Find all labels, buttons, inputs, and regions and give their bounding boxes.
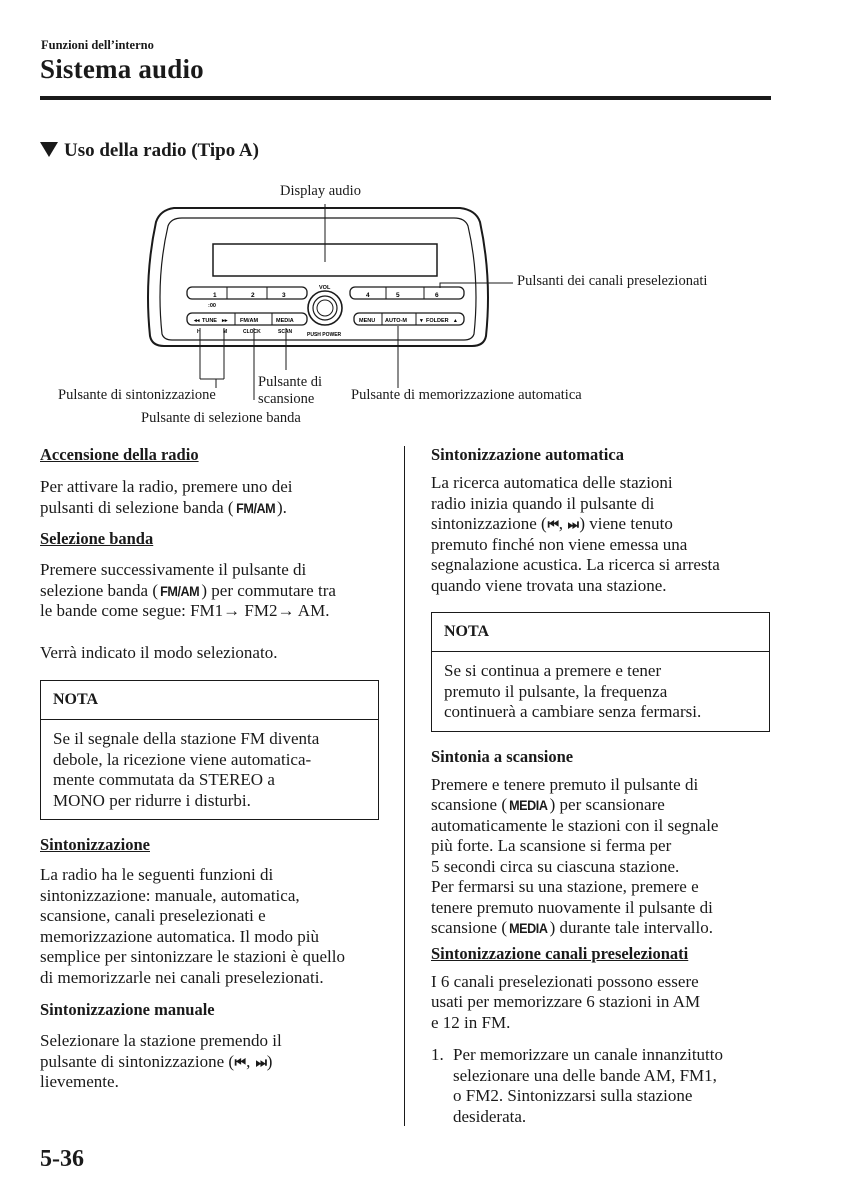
heading-selezione-banda: Selezione banda — [40, 529, 154, 548]
para-canali-preselezionati: I 6 canali preselezionati possono essere usati per memorizzare 6 stazioni in AM e 12 in FM. — [431, 971, 701, 1032]
preset-1-label: 1 — [213, 292, 217, 299]
para-modo-selezionato: Verrà indicato il modo selezionato. — [40, 642, 278, 662]
menu-label: MENU — [359, 318, 376, 324]
heading-sintonia-scansione: Sintonia a scansione — [431, 746, 574, 766]
h-label: H — [197, 329, 201, 335]
para-sintonizzazione-manuale: Selezionare la stazione premendo il pulsante di sintonizzazione (⏮, ⏭) lievemente. — [40, 1031, 282, 1091]
heading-canali-preselezionati: Sintonizzazione canali preselezionati — [431, 943, 689, 963]
preset-4-label: 4 — [366, 292, 370, 299]
list-item — [431, 1045, 771, 1127]
svg-text:▾: ▾ — [420, 318, 423, 324]
list-item-number: 1. — [431, 1045, 444, 1064]
media-button-icon: MEDIA — [509, 920, 548, 936]
seek-down-icon: ⏮ — [234, 1053, 246, 1070]
push-power-label: PUSH POWER — [307, 332, 342, 338]
heading-sintonizzazione-automatica: Sintonizzazione automatica — [431, 445, 624, 464]
page-title: Sistema audio — [40, 54, 204, 84]
para-sintonizzazione: La radio ha le seguenti funzioni di sintonizzazione: manuale, automatica, scansione, canali preselezionati e memorizzazione automatica. Il modo più semplice per sintonizzare le stazioni è quello di memorizzarle nei canali preselezionati. — [40, 865, 345, 987]
nota-box-frequenza — [431, 612, 770, 732]
nota-box-fm — [40, 680, 379, 820]
auto-m-label: AUTO-M — [385, 318, 407, 324]
callout-scan-button-2: scansione — [258, 391, 315, 407]
callout-preset-buttons: Pulsanti dei canali preselezionati — [517, 273, 708, 289]
seek-up-icon: ⏭ — [255, 1053, 267, 1070]
media-label: MEDIA — [276, 318, 294, 324]
nota-body: Se il segnale della stazione FM diventa debole, la ricezione viene automatica- mente commutata da STEREO a MONO per ridurre i disturbi. — [53, 729, 320, 810]
header-divider — [40, 96, 771, 100]
right-column — [431, 444, 771, 1127]
callout-band-select-button: Pulsante di selezione banda — [141, 410, 301, 426]
radio-diagram — [40, 178, 771, 438]
seek-down-icon: ⏮ — [547, 516, 559, 532]
para-sintonia-scansione: Premere e tenere premuto il pulsante di scansione ( MEDIA ) per scansionare automaticamente le stazioni con il segnale più forte. La scansione si ferma per 5 secondi circa su ciascuna stazione. Per fermarsi su una stazione, premere e tenere premuto nuovamente il pulsante di scansione ( MEDIA ) durante tale intervallo. — [431, 774, 719, 937]
fm-am-button-icon: FM/AM — [235, 499, 275, 516]
nota-heading: NOTA — [41, 681, 378, 720]
svg-text:▴: ▴ — [454, 318, 457, 324]
section-title-text: Uso della radio (Tipo A) — [64, 140, 259, 161]
fm-am-label: FM/AM — [240, 318, 259, 324]
scan-label: SCAN — [278, 329, 293, 335]
clock-00-label: :00 — [208, 303, 216, 309]
tune-label: TUNE — [202, 318, 217, 324]
para-selezione-banda: Premere successivamente il pulsante di selezione banda ( FM/AM ) per commutare tra le bande come segue: FM1→ FM2→ AM. — [40, 560, 336, 620]
fm-am-button-icon: FM/AM — [160, 582, 200, 599]
preset-2-label: 2 — [251, 292, 255, 299]
svg-text:▸▸: ▸▸ — [222, 318, 228, 324]
nota-body: Se si continua a premere e tener premuto il pulsante, la frequenza continuerà a cambiare senza fermarsi. — [444, 661, 702, 721]
clock-label: CLOCK — [243, 329, 261, 335]
heading-sintonizzazione: Sintonizzazione — [40, 835, 150, 854]
chapter-label: Funzioni dell’interno — [41, 38, 154, 52]
para-sintonizzazione-automatica: La ricerca automatica delle stazioni radio inizia quando il pulsante di sintonizzazione (⏮, ⏭) viene tenuto premuto finché non viene emessa una segnalazione acustica. La ricerca si arresta quando viene trovata una stazione. — [431, 473, 720, 595]
folder-label: FOLDER — [426, 318, 449, 324]
callout-tuning-button: Pulsante di sintonizzazione — [58, 387, 216, 403]
left-column — [40, 444, 380, 1093]
preset-3-label: 3 — [282, 292, 286, 299]
callout-display: Display audio — [280, 183, 361, 199]
media-button-icon: MEDIA — [509, 797, 548, 813]
para-accensione: Per attivare la radio, premere uno dei pulsanti di selezione banda ( FM/AM ). — [40, 477, 293, 517]
m-label: M — [223, 329, 228, 335]
svg-text:◂◂: ◂◂ — [194, 318, 200, 324]
preset-6-label: 6 — [435, 292, 439, 299]
seek-up-icon: ⏭ — [567, 516, 579, 532]
list-item-text: Per memorizzare un canale innanzitutto selezionare una delle bande AM, FM1, o FM2. Sintonizzarsi sulla stazione desiderata. — [453, 1045, 723, 1126]
nota-heading: NOTA — [432, 613, 769, 652]
section-title — [40, 140, 259, 162]
heading-accensione: Accensione della radio — [40, 445, 199, 464]
heading-sintonizzazione-manuale: Sintonizzazione manuale — [40, 1000, 215, 1019]
triangle-bullet-icon — [40, 142, 58, 157]
callout-auto-memory-button: Pulsante di memorizzazione automatica — [351, 387, 582, 403]
callout-scan-button-1: Pulsante di — [258, 374, 323, 390]
preset-5-label: 5 — [396, 292, 400, 299]
page-number: 5-36 — [40, 1146, 84, 1172]
vol-label: VOL — [319, 285, 331, 291]
column-divider — [404, 446, 405, 1126]
